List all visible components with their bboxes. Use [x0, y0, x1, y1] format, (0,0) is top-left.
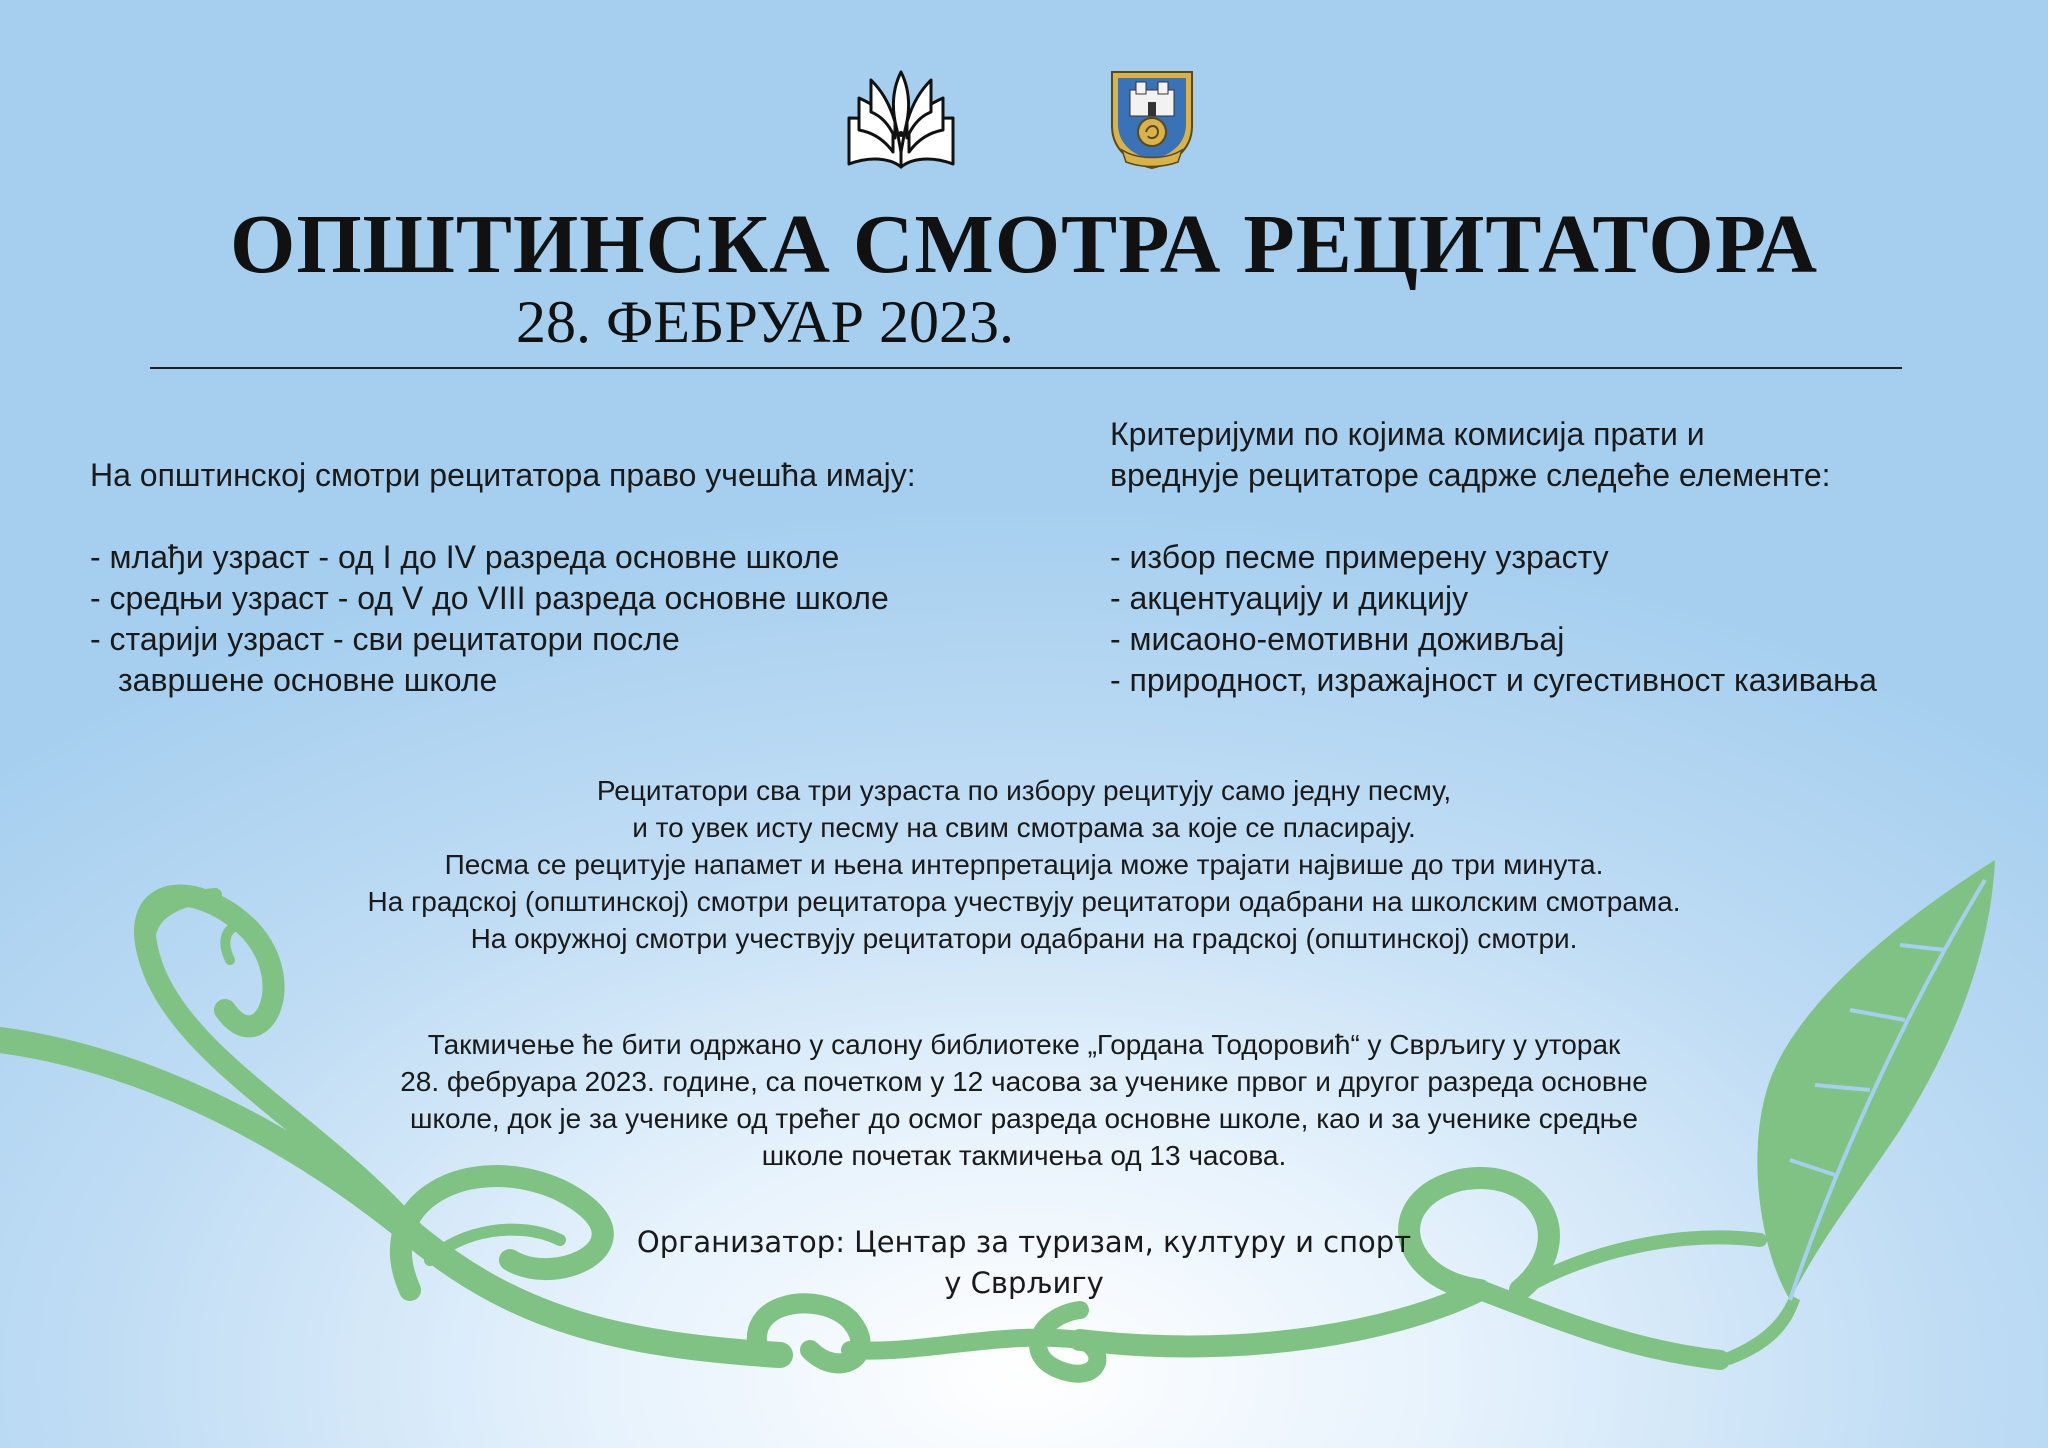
event-line: школе почетак такмичења од 13 часова.: [761, 1140, 1287, 1171]
coat-of-arms-icon: [1108, 68, 1196, 170]
participants-section: [90, 455, 916, 701]
rules-paragraph: [0, 772, 2048, 957]
organizer: [0, 1222, 2048, 1304]
organizer-line2: у Сврљигу: [944, 1266, 1104, 1300]
criteria-section: [1110, 414, 1877, 701]
rules-line: Рецитатори сва три узраста по избору рецитују само једну песму,: [596, 775, 1452, 806]
list-item: - млађи узраст - од I до IV разреда основне школе: [90, 539, 840, 575]
criteria-intro-line2: вреднује рецитаторе садрже следеће елементе:: [1110, 457, 1831, 493]
event-details-paragraph: [0, 1026, 2048, 1174]
list-item: - средњи узраст - од V до VIII разреда основне школе: [90, 580, 889, 616]
page-title: ОПШТИНСКА СМОТРА РЕЦИТАТОРА: [229, 198, 1818, 291]
list-item: - избор песме примерену узрасту: [1110, 539, 1609, 575]
event-date: 28. ФЕБРУАР 2023.: [515, 289, 1015, 355]
event-line: 28. фебруара 2023. године, са почетком у 12 часова за ученике првог и другог разреда основне: [400, 1066, 1648, 1097]
rules-line: На окружној смотри учествују рецитатори одабрани на градској (општинској) смотри.: [470, 923, 1578, 954]
list-item-continuation: завршене основне школе: [118, 662, 498, 698]
book-pen-logo: [845, 68, 957, 170]
criteria-intro-line1: Критеријуми по којима комисија прати и: [1110, 416, 1705, 452]
participants-intro: На општинској смотри рецитатора право учешћа имају:: [90, 457, 916, 493]
rules-line: Песма се рецитује напамет и њена интерпретација може трајати највише до три минута.: [444, 849, 1604, 880]
list-item: - старији узраст - сви рецитатори после: [90, 621, 680, 657]
book-logo-icon: [845, 68, 957, 170]
organizer-line1: Организатор: Центар за туризам, културу и спорт: [636, 1225, 1412, 1259]
rules-line: На градској (општинској) смотри рецитатора учествују рецитатори одабрани на школским смотрама.: [367, 886, 1681, 917]
title-divider: [150, 367, 1902, 369]
event-line: Такмичење ће бити одржано у салону библиотеке „Гордана Тодоровић“ у Сврљигу у уторак: [427, 1029, 1621, 1060]
rules-line: и то увек исту песму на свим смотрама за које се пласирају.: [632, 812, 1416, 843]
list-item: - мисаоно-емотивни доживљај: [1110, 621, 1565, 657]
event-line: школе, док је за ученике од трећег до осмог разреда основне школе, као и за ученике средње: [410, 1103, 1638, 1134]
list-item: - акцентуацију и дикцију: [1110, 580, 1469, 616]
svrljig-coat-of-arms: [1108, 68, 1196, 170]
list-item: - природност, изражајност и сугестивност казивања: [1110, 662, 1877, 698]
